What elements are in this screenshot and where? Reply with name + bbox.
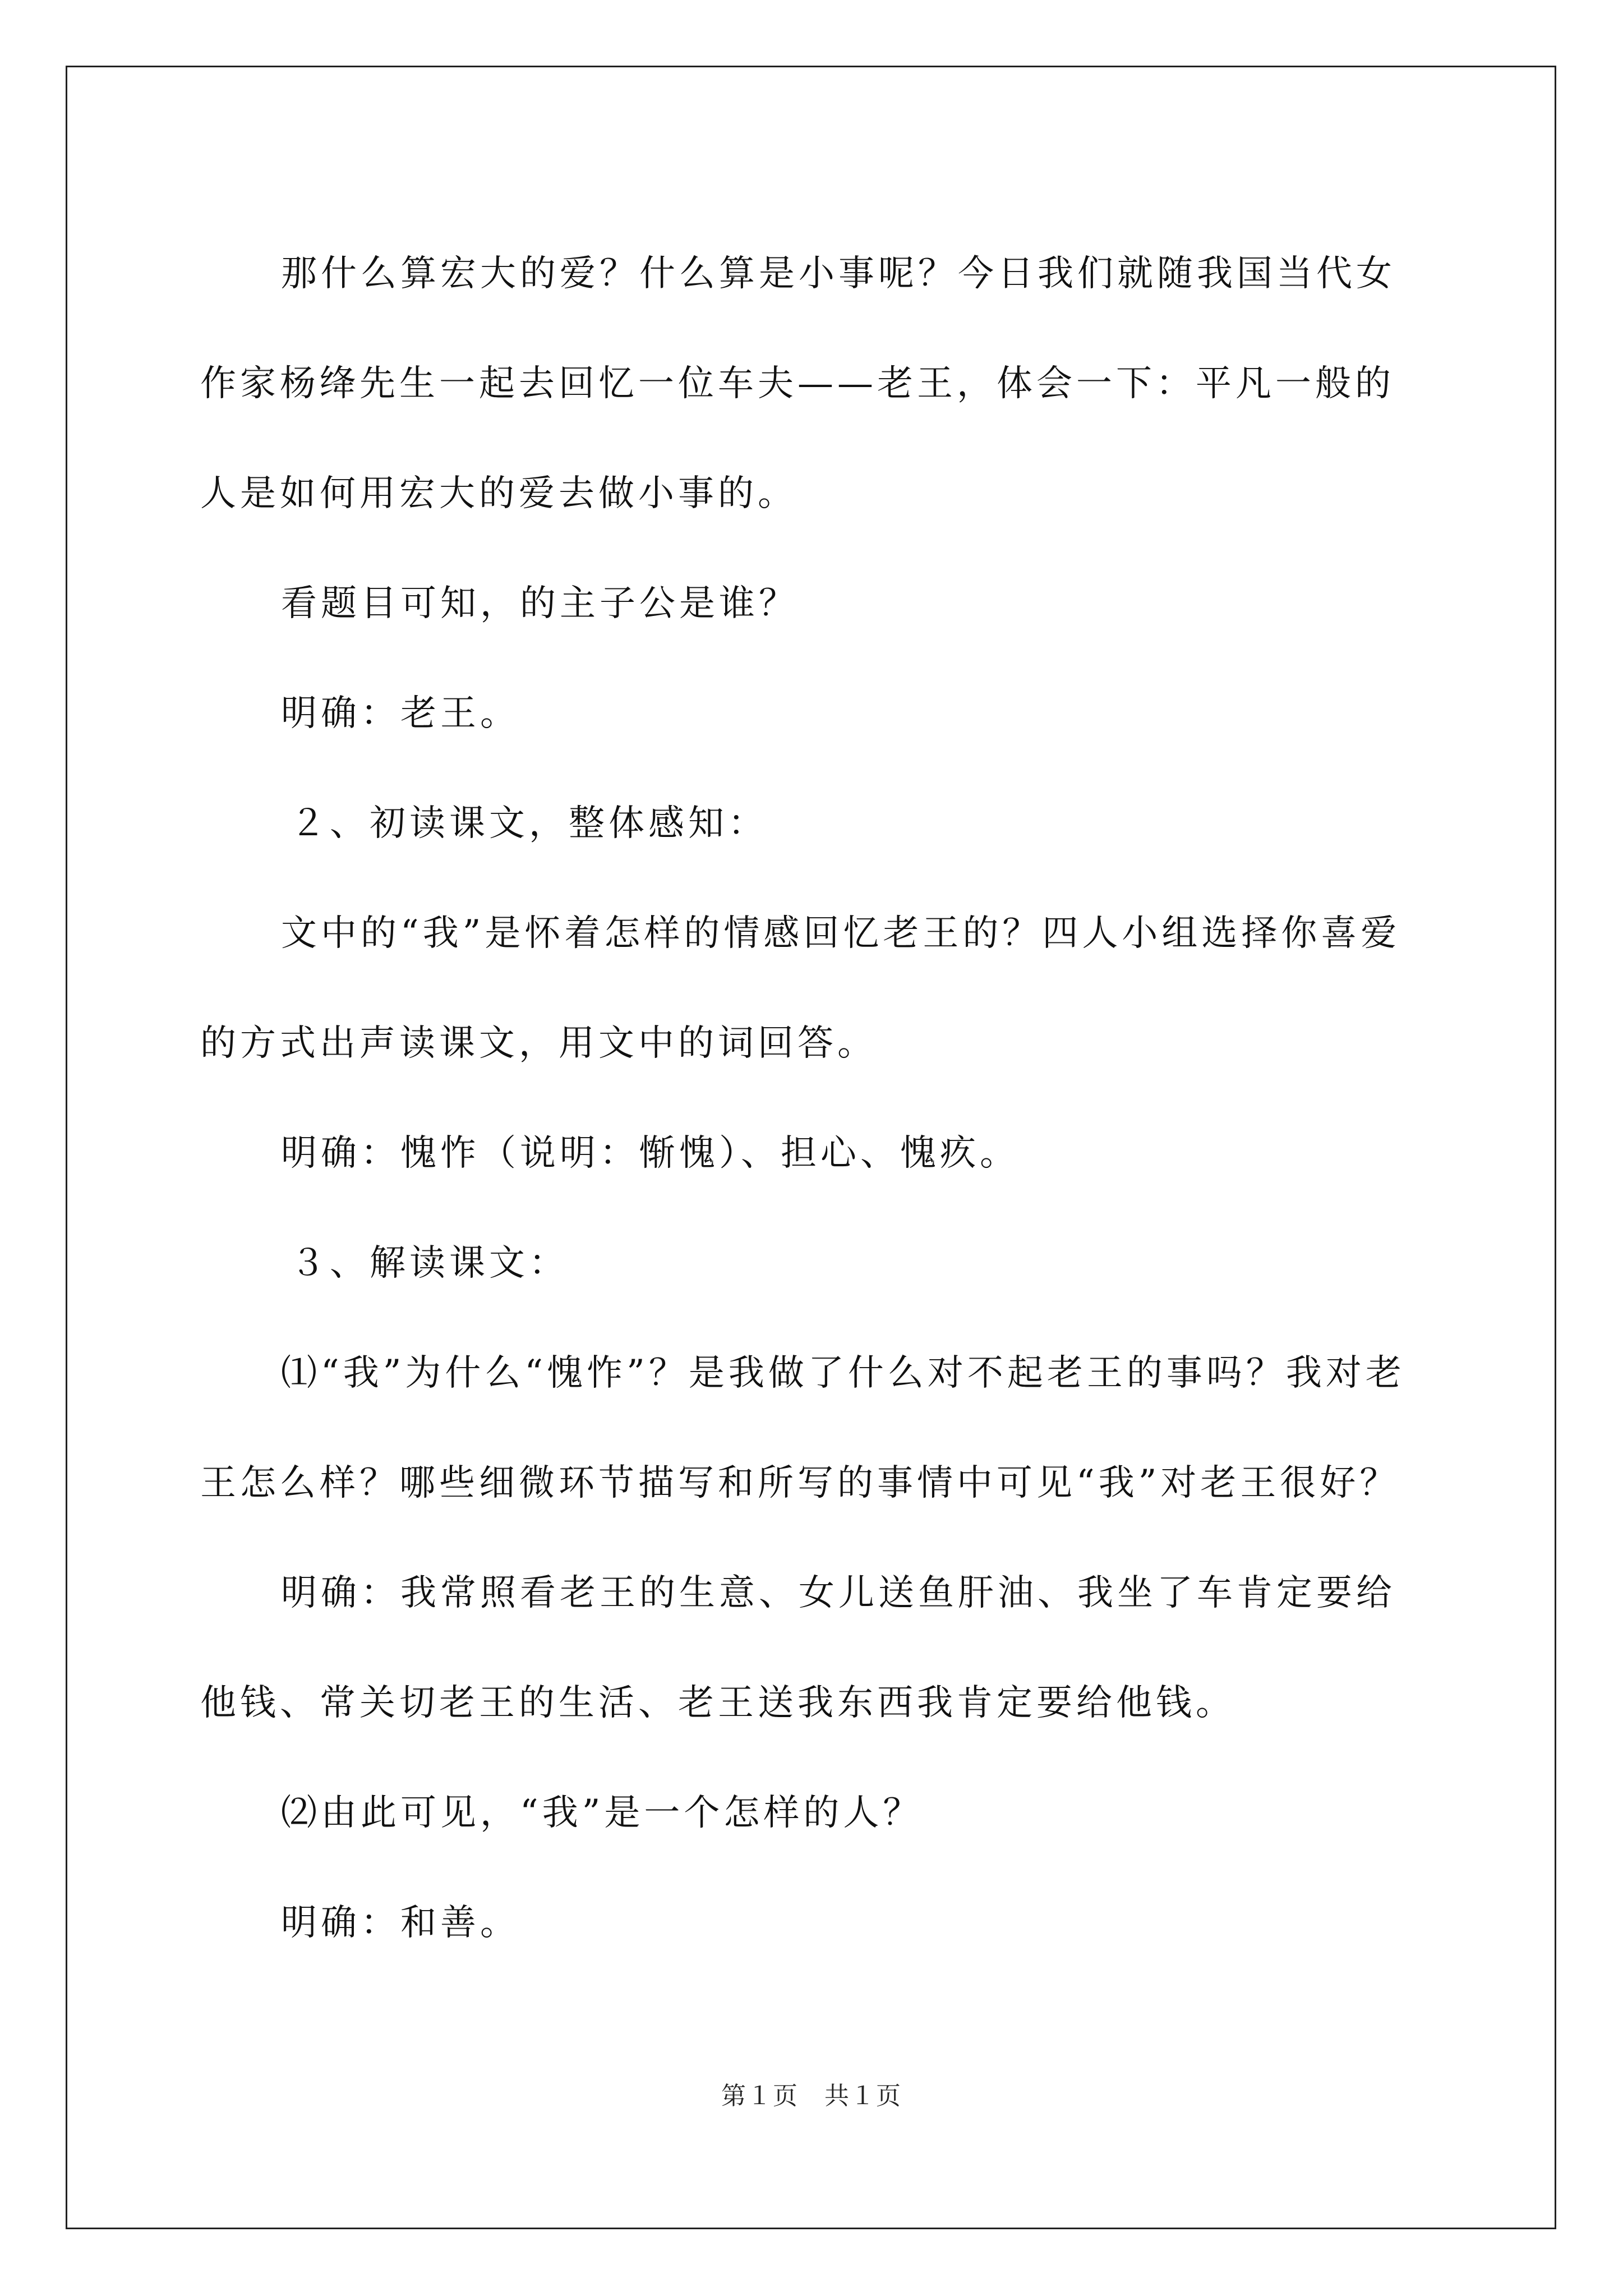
document-body: [200, 219, 1428, 1978]
paragraph-intro: 那什么算宏大的爱？什么算是小事呢？今日我们就随我国当代女作家杨绛先生一起去回忆一位车夫——老王，体会一下：平凡一般的人是如何用宏大的爱去做小事的。: [200, 253, 1396, 514]
section-heading-first-reading: ２、初读课文，整体感知：: [290, 803, 768, 844]
paragraph-question-protagonist: 看题目可知，的主子公是谁？: [281, 583, 799, 624]
paragraph-answer-character: 明确：和善。: [281, 1902, 520, 1944]
paragraph-question-character: ⑵由此可见，“我”是一个怎样的人？: [281, 1792, 923, 1834]
page-number-footer: 第１页 共１页: [721, 2082, 902, 2110]
section-heading-interpretation: ３、解读课文：: [290, 1243, 569, 1284]
paragraph-answer-protagonist: 明确：老王。: [281, 693, 520, 734]
paragraph-question-guilt: ⑴“我”为什么“愧怍”？是我做了什么对不起老王的事吗？我对老王怎么样？哪些细微环节描写和所写的事情中可见“我”对老王很好？: [200, 1352, 1405, 1504]
paragraph-answer-guilt: 明确：我常照看老王的生意、女儿送鱼肝油、我坐了车肯定要给他钱、常关切老王的生活、老王送我东西我肯定要给他钱。: [200, 1572, 1396, 1724]
paragraph-answer-emotion: 明确：愧怍（说明：惭愧）、担心、愧疚。: [281, 1133, 1020, 1174]
paragraph-question-emotion: 文中的“我”是怀着怎样的情感回忆老王的？四人小组选择你喜爱的方式出声读课文，用文中的词回答。: [200, 913, 1401, 1064]
